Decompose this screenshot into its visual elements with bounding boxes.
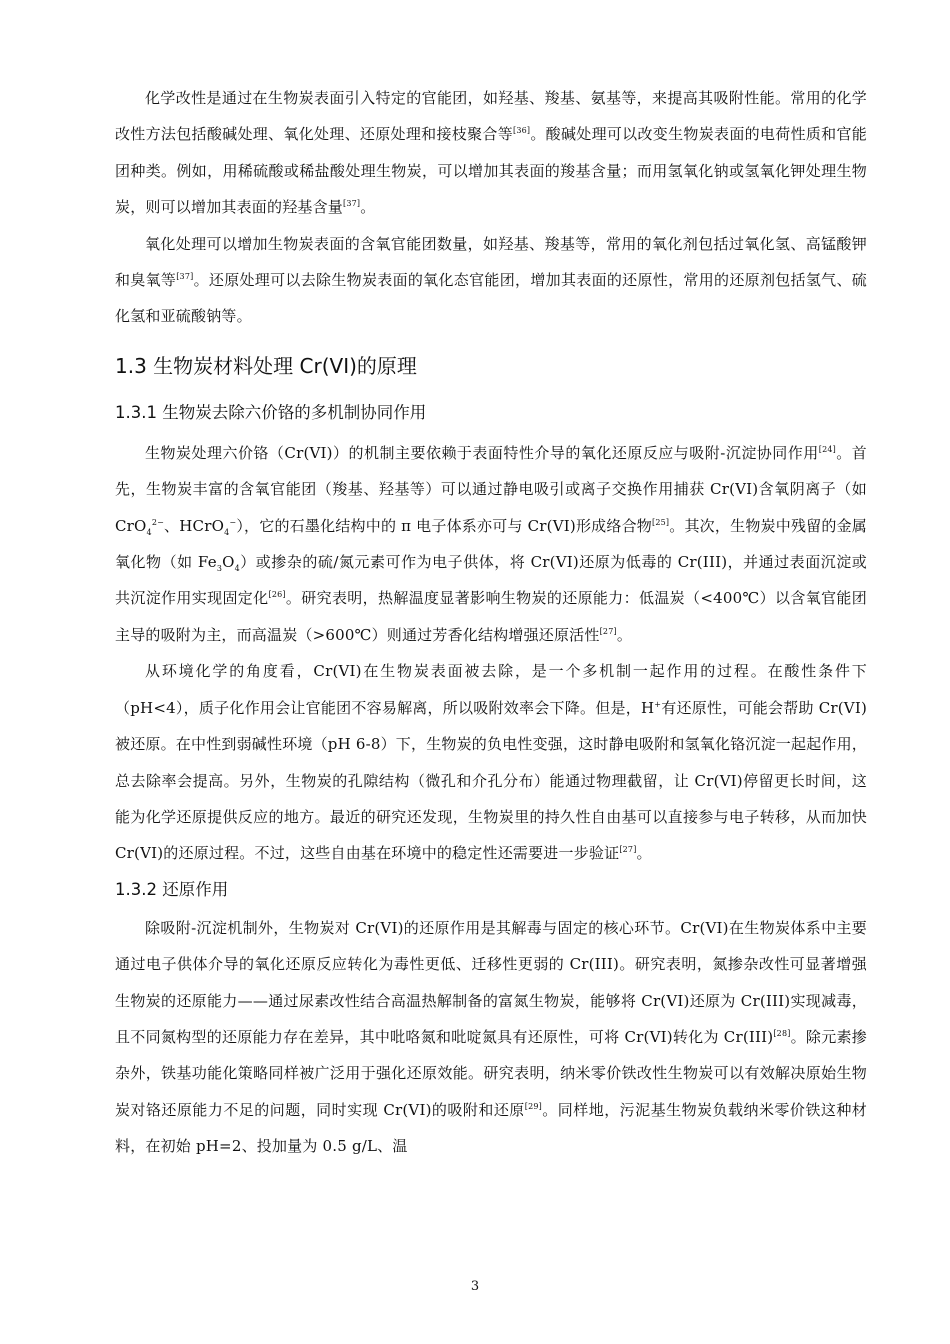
text: 生物炭处理六价铬（Cr(VI)）的机制主要依赖于表面特性介导的氧化还原反应与吸附-沉淀协同作用 — [145, 443, 819, 462]
subscript: 4 — [224, 527, 230, 537]
citation: [28] — [773, 1028, 791, 1038]
text: 。首先，生物炭丰富的含氧官能团（羧基、羟基等）可以通过静电吸引或离子交换作用捕获 Cr(VI)含氧阴离子（如 CrO — [115, 443, 867, 535]
citation: [27] — [619, 845, 637, 855]
paragraph-chemical-modification — [115, 80, 867, 226]
text: 。除元素掺杂外，铁基功能化策略同样被广泛用于强化还原效能。研究表明，纳米零价铁改性生物炭可以有效解决原始生物炭对铬还原能力不足的问题，同时实现 Cr(VI)的吸附和还原 — [115, 1027, 867, 1119]
text: 、HCrO — [164, 516, 225, 535]
text: 。 — [636, 844, 652, 863]
text: 。其次，生物炭中残留的金属氧化物（如 Fe — [115, 516, 868, 572]
paragraph-environmental-chemistry — [115, 653, 867, 871]
subscript: 4 — [146, 527, 152, 537]
text: 。同样地，污泥基生物炭负载纳米零价铁这种材料，在初始 pH=2、投加量为 0.5 g/L、温 — [115, 1100, 868, 1156]
text: O — [222, 553, 235, 572]
citation: [36] — [513, 126, 531, 136]
document-page — [115, 80, 867, 1165]
page-number: 3 — [470, 1279, 480, 1294]
citation: [37] — [176, 272, 194, 282]
text: 。酸碱处理可以改变生物炭表面的电荷性质和官能团种类。例如，用稀硫酸或稀盐酸处理生物炭，可以增加其表面的羧基含量；而用氢氧化钠或氢氧化钾处理生物炭，则可以增加其表面的羟基含量 — [115, 125, 867, 217]
subsection-heading-1-3-1: 1.3.1 生物炭去除六价铬的多机制协同作用 — [115, 402, 427, 422]
text: 。研究表明，热解温度显著影响生物炭的还原能力：低温炭（<400℃）以含氧官能团主导的吸附为主，而高温炭（>600℃）则通过芳香化结构增强还原活性 — [115, 589, 867, 644]
citation: [24] — [818, 444, 837, 454]
text: ），它的石墨化结构中的 π 电子体系亦可与 Cr(VI)形成络合物 — [236, 516, 653, 535]
subscript: 3 — [216, 564, 223, 574]
paragraph-mechanism — [115, 435, 867, 653]
citation: [37] — [343, 199, 361, 209]
text: 。 — [616, 625, 633, 644]
superscript: 2− — [151, 517, 165, 527]
subscript: 4 — [234, 564, 240, 574]
text: 有还原性，可能会帮助 Cr(VI)被还原。在中性到弱碱性环境（pH 6-8）下，生物炭的负电性变强，这时静电吸附和氢氧化铬沉淀一起起作用，总去除率会提高。另外，生物炭的孔隙结构（微孔和介孔分布）能通过物理截留，让 Cr(VI)停留更长时间，这能为化学还原提供反应的地方。最近的研究还发现，生物炭里的持久性自由基可以直接参与电子转移，从而加快 Cr(VI)的还原过程。不过，这些自由基在环境中的稳定性还需要进一步验证 — [115, 698, 868, 863]
text: 化学改性是通过在生物炭表面引入特定的官能团，如羟基、羧基、氨基等，来提高其吸附性能。常用的化学改性方法包括酸碱处理、氧化处理、还原处理和接枝聚合等 — [115, 89, 867, 144]
text: 氧化处理可以增加生物炭表面的含氧官能团数量，如羟基、羧基等，常用的氧化剂包括过氧化氢、高锰酸钾和臭氧等 — [115, 234, 867, 290]
citation: [25] — [652, 517, 670, 527]
section-heading-1-3: 1.3 生物炭材料处理 Cr(VI)的原理 — [115, 353, 417, 378]
citation: [27] — [599, 626, 617, 636]
citation: [29] — [524, 1101, 543, 1111]
paragraph-reduction — [115, 910, 867, 1165]
text: 从环境化学的角度看，Cr(VI)在生物炭表面被去除，是一个多机制一起作用的过程。在酸性条件下（pH<4），质子化作用会让官能团不容易解离，所以吸附效率会下降。但是，H — [115, 662, 867, 717]
superscript: − — [229, 517, 237, 527]
superscript: + — [654, 699, 662, 709]
citation: [26] — [268, 590, 286, 600]
text: 。还原处理可以去除生物炭表面的氧化态官能团，增加其表面的还原性，常用的还原剂包括氢气、硫化氢和亚硫酸钠等。 — [115, 271, 867, 326]
text: 。 — [360, 198, 376, 217]
text: ）或掺杂的硫/氮元素可作为电子供体，将 Cr(VI)还原为低毒的 Cr(III)，并通过表面沉淀或共沉淀作用实现固定化 — [115, 553, 867, 608]
subsection-heading-1-3-2: 1.3.2 还原作用 — [115, 879, 229, 899]
text: 除吸附-沉淀机制外，生物炭对 Cr(VI)的还原作用是其解毒与固定的核心环节。Cr(VI)在生物炭体系中主要通过电子供体介导的氧化还原反应转化为毒性更低、迁移性更弱的 Cr(III)。研究表明，氮掺杂改性可显著增强生物炭的还原能力——通过尿素改性结合高温热解制备的富氮生物炭，能够将 Cr(VI)还原为 Cr(III)实现减毒，且不同氮构型的还原能力存在差异，其中吡咯氮和吡啶氮具有还原性，可将 Cr(VI)转化为 Cr(III) — [115, 918, 867, 1046]
paragraph-oxidation-treatment — [115, 226, 867, 335]
